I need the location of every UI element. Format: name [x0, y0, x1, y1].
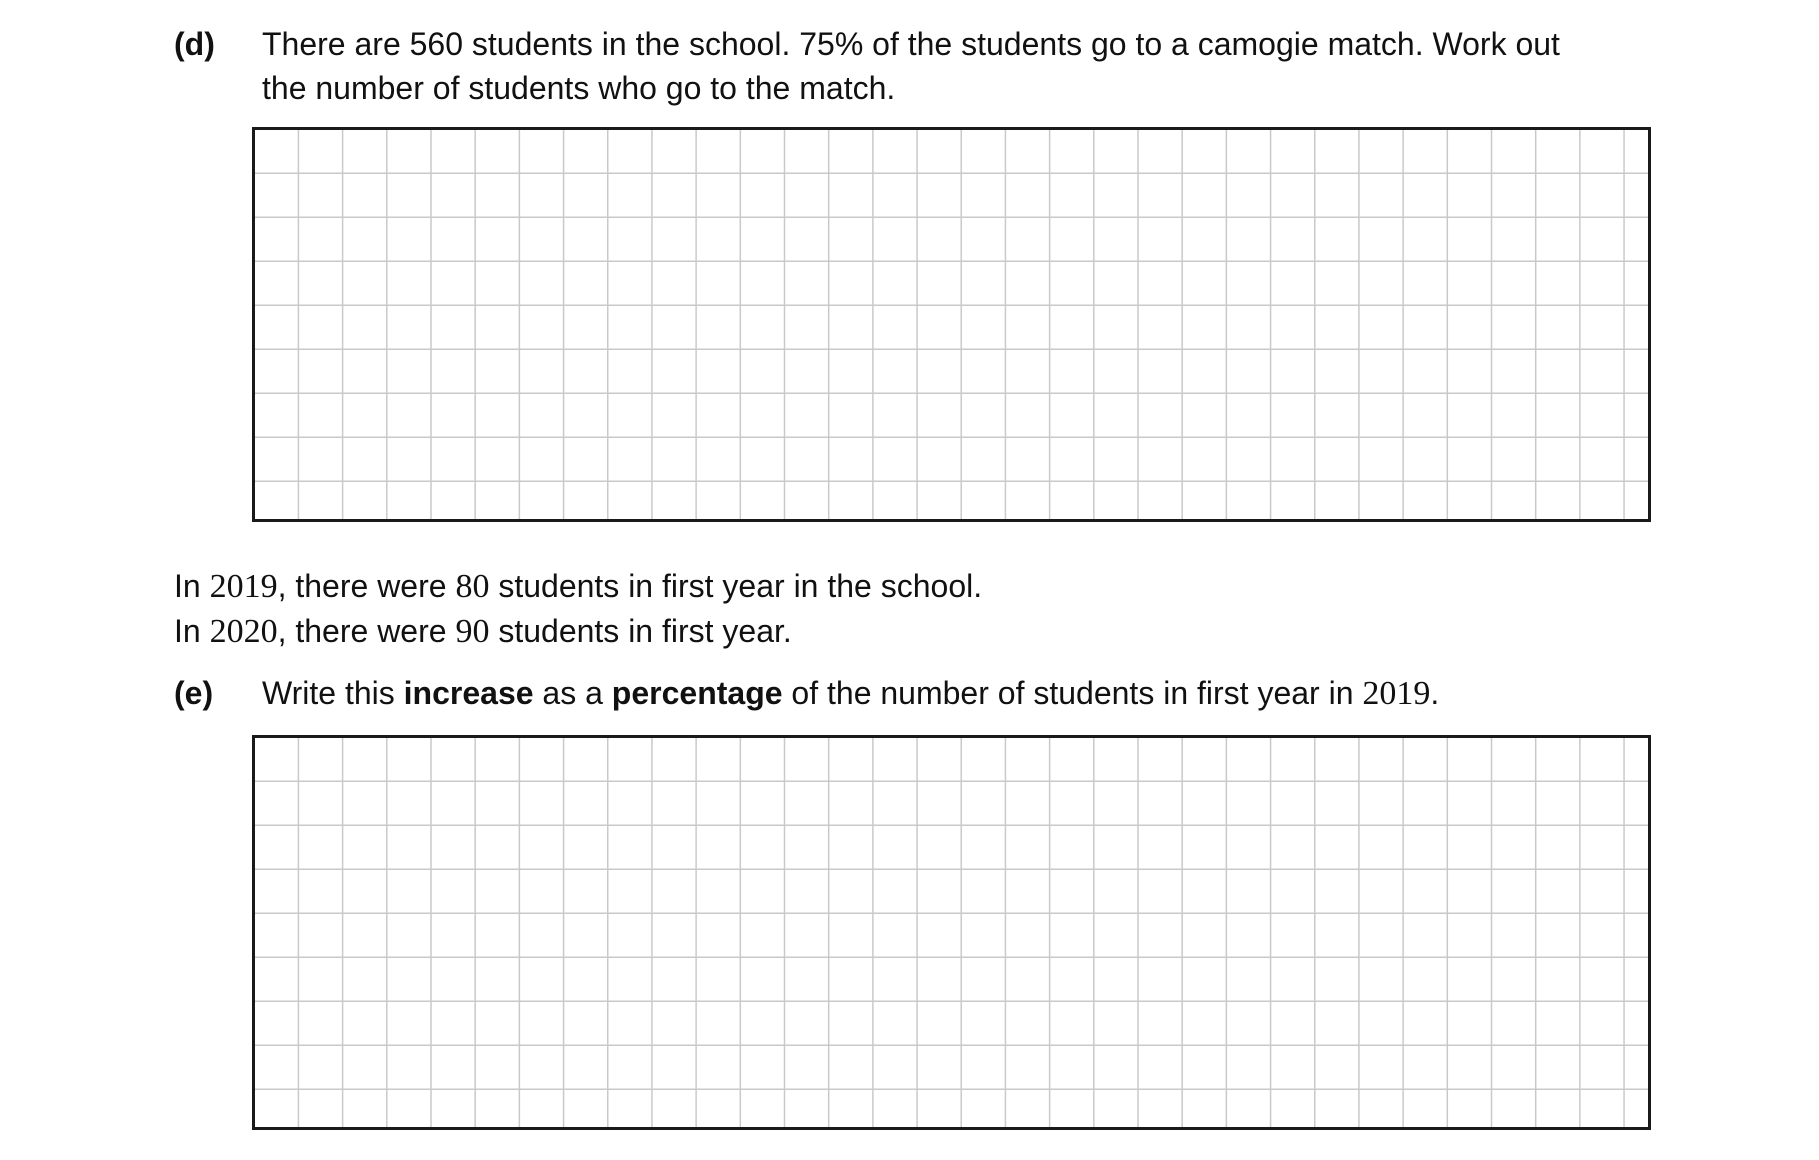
context-line-2019-middle: , there were [277, 568, 456, 604]
students-2019-count: 80 [455, 568, 490, 605]
context-line-2020-middle: , there were [277, 613, 456, 649]
question-e-text-start: Write this [262, 675, 404, 711]
context-line-2020-prefix: In [174, 613, 210, 649]
question-label-e: (e) [174, 675, 214, 711]
answer-box-d[interactable] [252, 127, 1651, 522]
context-line-2020 [174, 611, 792, 652]
context-line-2020-suffix: students in first year. [489, 613, 792, 649]
emphasis-percentage: percentage [611, 675, 783, 711]
emphasis-increase: increase [403, 675, 534, 711]
question-d-text-line-2: the number of students who go to the match. [262, 70, 896, 106]
year-2019: 2019 [209, 568, 278, 605]
answer-box-e[interactable] [252, 735, 1651, 1130]
year-2020: 2020 [209, 613, 278, 650]
question-d-text-line-1: There are 560 students in the school. 75% of the students go to a camogie match. Work out [262, 26, 1560, 62]
context-line-2019 [174, 566, 982, 607]
context-line-2019-prefix: In [174, 568, 210, 604]
question-e-text-end: . [1430, 675, 1440, 711]
question-label-d: (d) [174, 26, 215, 62]
question-e-text-post: of the number of students in first year in [782, 675, 1363, 711]
context-line-2019-suffix: students in first year in the school. [489, 568, 983, 604]
students-2020-count: 90 [455, 613, 490, 650]
year-2019-ref: 2019 [1362, 675, 1431, 712]
question-e-text-middle: as a [533, 675, 612, 711]
question-e-text [262, 673, 1439, 714]
